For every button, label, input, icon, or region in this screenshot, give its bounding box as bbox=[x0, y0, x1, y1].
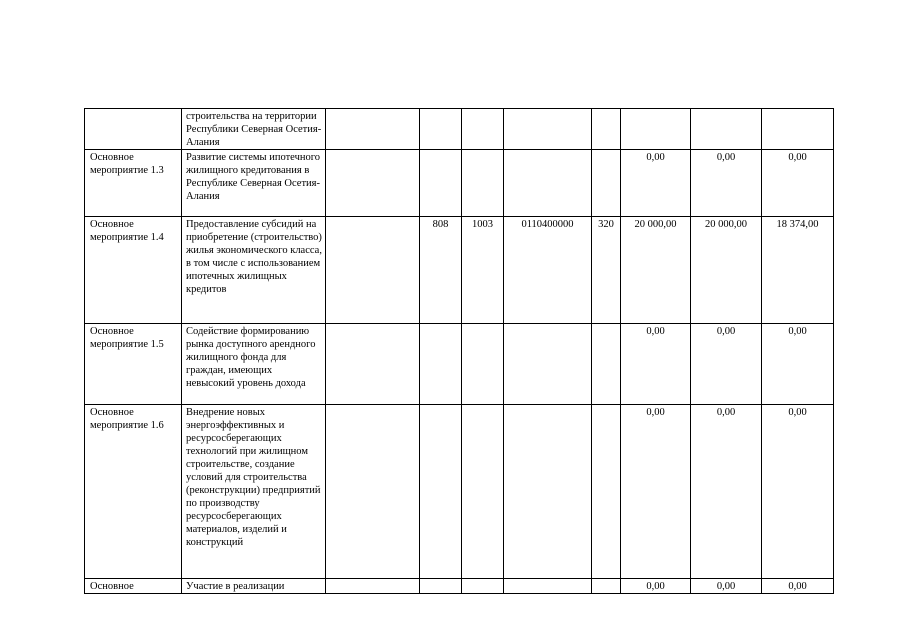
grbs-code-cell bbox=[420, 324, 462, 405]
expense-type-cell bbox=[592, 150, 621, 217]
activity-label-cell bbox=[85, 109, 182, 150]
executor-cell bbox=[326, 405, 420, 579]
table-row bbox=[85, 217, 834, 324]
activity-name-cell bbox=[182, 150, 326, 217]
executor-cell bbox=[326, 217, 420, 324]
executor-cell bbox=[326, 150, 420, 217]
table-row bbox=[85, 324, 834, 405]
activity-label: Основное мероприятие 1.4 bbox=[90, 219, 164, 243]
amount-cell-1: 20 000,00 bbox=[621, 217, 691, 324]
amount-cell-2: 0,00 bbox=[691, 150, 762, 217]
activity-name-cell bbox=[182, 217, 326, 324]
amount-cell-3: 18 374,00 bbox=[762, 217, 834, 324]
grbs-code-cell bbox=[420, 109, 462, 150]
table-row bbox=[85, 579, 834, 594]
amount-cell-2: 20 000,00 bbox=[691, 217, 762, 324]
target-article-cell bbox=[504, 324, 592, 405]
expense-type-cell bbox=[592, 109, 621, 150]
section-code-cell bbox=[462, 579, 504, 594]
amount-cell-3: 0,00 bbox=[762, 150, 834, 217]
table-row bbox=[85, 150, 834, 217]
grbs-code-cell: 808 bbox=[420, 217, 462, 324]
activity-label-cell bbox=[85, 579, 182, 594]
activity-name: Предоставление субсидий на приобретение (строительство) жилья экономического класса, в том числе с использованием ипотечных жилищных кредитов bbox=[186, 219, 322, 295]
expense-type-cell: 320 bbox=[592, 217, 621, 324]
activity-name: Внедрение новых энергоэффективных и ресурсосберегающих технологий при жилищном строительстве, создание условий для строительства (реконструкции) предприятий по производству ресурсосберегающих материалов, изделий и конструкций bbox=[186, 407, 321, 548]
activity-name-cell bbox=[182, 579, 326, 594]
target-article-cell bbox=[504, 109, 592, 150]
target-article-cell: 0110400000 bbox=[504, 217, 592, 324]
activity-label-cell bbox=[85, 324, 182, 405]
activity-name: строительства на территории Республики Северная Осетия-Алания bbox=[186, 111, 322, 148]
amount-cell-3: 0,00 bbox=[762, 579, 834, 594]
executor-cell bbox=[326, 109, 420, 150]
activity-label: Основное bbox=[90, 581, 134, 592]
activity-name: Содействие формированию рынка доступного арендного жилищного фонда для граждан, имеющих невысокий уровень дохода bbox=[186, 326, 316, 389]
amount-cell-1: 0,00 bbox=[621, 324, 691, 405]
activity-label: Основное мероприятие 1.6 bbox=[90, 407, 164, 431]
activity-name-cell bbox=[182, 324, 326, 405]
activity-label: Основное мероприятие 1.5 bbox=[90, 326, 164, 350]
amount-cell-1: 0,00 bbox=[621, 150, 691, 217]
amount-cell-3: 0,00 bbox=[762, 324, 834, 405]
executor-cell bbox=[326, 324, 420, 405]
expense-type-cell bbox=[592, 324, 621, 405]
target-article-cell bbox=[504, 405, 592, 579]
expense-type-cell bbox=[592, 405, 621, 579]
amount-cell-2: 0,00 bbox=[691, 405, 762, 579]
target-article-cell bbox=[504, 579, 592, 594]
amount-cell-2: 0,00 bbox=[691, 324, 762, 405]
activity-name: Участие в реализации bbox=[186, 581, 285, 592]
activity-name-cell bbox=[182, 109, 326, 150]
activity-label-cell bbox=[85, 405, 182, 579]
executor-cell bbox=[326, 579, 420, 594]
amount-cell-3: 0,00 bbox=[762, 405, 834, 579]
amount-cell-3 bbox=[762, 109, 834, 150]
section-code-cell bbox=[462, 405, 504, 579]
section-code-cell bbox=[462, 109, 504, 150]
table-row bbox=[85, 109, 834, 150]
activity-name: Развитие системы ипотечного жилищного кредитования в Республике Северная Осетия-Алания bbox=[186, 152, 321, 202]
activity-label: Основное мероприятие 1.3 bbox=[90, 152, 164, 176]
program-activities-table bbox=[84, 108, 834, 594]
activity-name-cell bbox=[182, 405, 326, 579]
grbs-code-cell bbox=[420, 405, 462, 579]
table-row bbox=[85, 405, 834, 579]
expense-type-cell bbox=[592, 579, 621, 594]
section-code-cell: 1003 bbox=[462, 217, 504, 324]
activity-label-cell bbox=[85, 150, 182, 217]
amount-cell-2: 0,00 bbox=[691, 579, 762, 594]
grbs-code-cell bbox=[420, 150, 462, 217]
amount-cell-1: 0,00 bbox=[621, 579, 691, 594]
section-code-cell bbox=[462, 150, 504, 217]
target-article-cell bbox=[504, 150, 592, 217]
amount-cell-1: 0,00 bbox=[621, 405, 691, 579]
amount-cell-2 bbox=[691, 109, 762, 150]
activity-label-cell bbox=[85, 217, 182, 324]
grbs-code-cell bbox=[420, 579, 462, 594]
section-code-cell bbox=[462, 324, 504, 405]
amount-cell-1 bbox=[621, 109, 691, 150]
